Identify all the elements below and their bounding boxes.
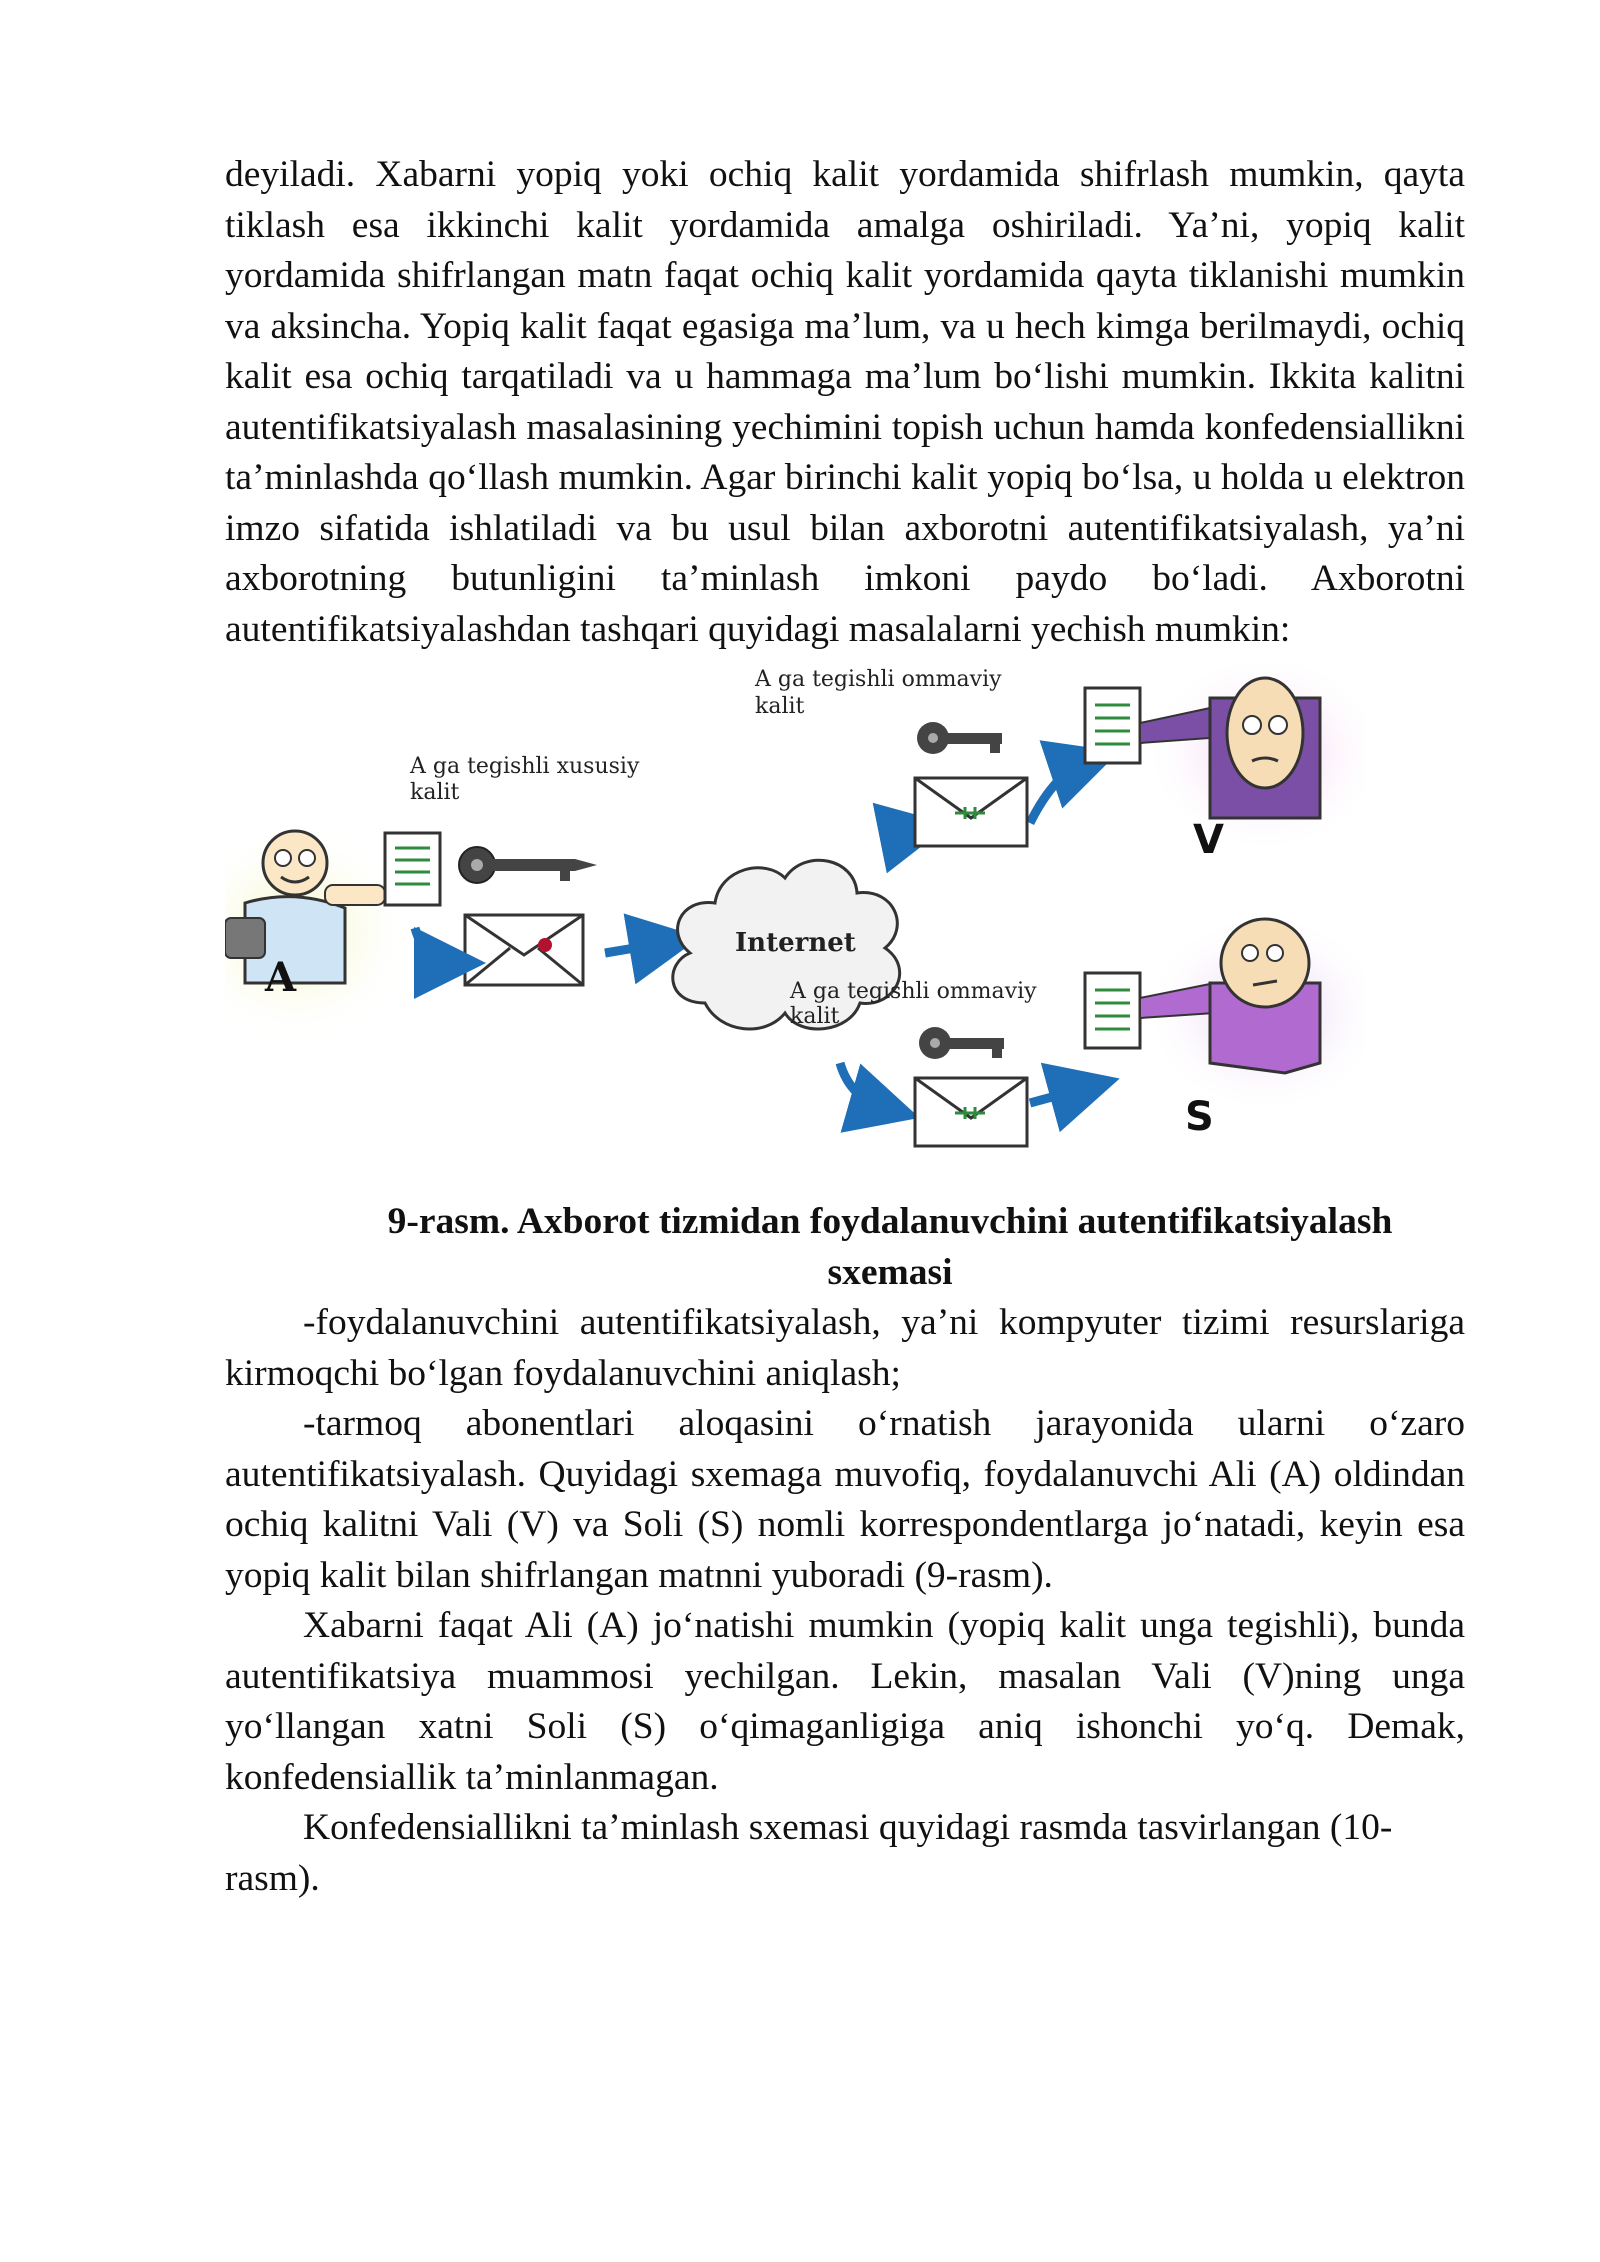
public-key-bottom-label-line1: A ga tegishli ommaviy bbox=[790, 979, 1037, 1004]
figure-authentication-scheme bbox=[225, 663, 1365, 1203]
arrow-icon bbox=[605, 943, 665, 953]
list-item-mutual-authentication: -tarmoq abonentlari aloqasini o‘rnatish jarayonida ularni o‘zaro autentifikatsiyalash. Quyidagi sxemaga muvofiq, foydalanuvchi Ali (A) oldindan ochiq kalitni Vali (V) va Soli (S) nomli korrespondentlarga jo‘natadi, keyin esa yopiq kalit bilan shifrlangan matnni yuboradi (9-rasm). bbox=[225, 1403, 1465, 1596]
scheme-illustration bbox=[225, 663, 1365, 1203]
public-key-top-label-line2: kalit bbox=[755, 694, 805, 719]
caption-line-1: 9-rasm. Axborot tizmidan foydalanuvchini autentifikatsiyalash bbox=[387, 1201, 1393, 1242]
receiver-v-label: V bbox=[1193, 817, 1224, 863]
document-icon bbox=[385, 833, 440, 905]
receiver-s-figure bbox=[1085, 913, 1365, 1113]
public-key-icon bbox=[917, 722, 1002, 754]
paragraph-confidentiality-scheme: Konfedensiallikni ta’minlash sxemasi quyidagi rasmda tasvirlangan (10-rasm). bbox=[225, 1807, 1393, 1899]
caption-line-2: sxemasi bbox=[827, 1251, 953, 1293]
arrow-icon bbox=[415, 928, 450, 963]
sender-a-label: A bbox=[265, 954, 297, 1001]
arrow-icon bbox=[880, 831, 915, 838]
receiver-v-figure bbox=[1085, 663, 1365, 853]
envelope-icon bbox=[915, 778, 1027, 846]
private-key-label-line2: kalit bbox=[410, 780, 460, 805]
private-key-label-line1: A ga tegishli xususiy bbox=[410, 754, 640, 779]
private-key-icon bbox=[459, 847, 597, 883]
arrow-icon bbox=[840, 1063, 885, 1108]
internet-label: Internet bbox=[735, 928, 856, 958]
arrow-icon bbox=[1030, 1088, 1085, 1103]
page-content bbox=[225, 150, 1465, 1904]
arrow-icon bbox=[1030, 763, 1085, 823]
paragraph-confidentiality-problem: Xabarni faqat Ali (A) jo‘natishi mumkin (yopiq kalit unga tegishli), bunda autentifikatsiya muammosi yechilgan. Lekin, masalan Vali (V)ning unga yo‘llangan xatni Soli (S) o‘qimaganligiga aniq ishonchi yo‘q. Demak, konfedensiallik ta’minlanmagan. bbox=[225, 1605, 1465, 1798]
public-key-icon bbox=[919, 1027, 1004, 1059]
public-key-top-label-line1: A ga tegishli ommaviy bbox=[755, 667, 1002, 692]
list-item-user-authentication: -foydalanuvchini autentifikatsiyalash, ya’ni kompyuter tizimi resurslariga kirmoqchi bo‘lgan foydalanuvchini aniqlash; bbox=[225, 1302, 1465, 1394]
receiver-s-label: S bbox=[1185, 1094, 1214, 1140]
envelope-icon bbox=[465, 915, 583, 985]
public-key-bottom-label-line2: kalit bbox=[790, 1004, 840, 1029]
figure-caption bbox=[225, 1197, 1465, 1298]
paragraph-intro: deyiladi. Xabarni yopiq yoki ochiq kalit yordamida shifrlash mumkin, qayta tiklash esa ikkinchi kalit yordamida amalga oshiriladi. Ya’ni, yopiq kalit yordamida shifrlangan matn faqat ochiq kalit yordamida qayta tiklanishi mumkin va aksincha. Yopiq kalit faqat egasiga ma’lum, va u hech kimga berilmaydi, ochiq kalit esa ochiq tarqatiladi va u hammaga ma’lum bo‘lishi mumkin. Ikkita kalitni autentifikatsiyalash masalasining yechimini topish uchun hamda konfedensiallikni ta’minlashda qo‘llash mumkin. Agar birinchi kalit yopiq bo‘lsa, u holda u elektron imzo sifatida ishlatiladi va bu usul bilan axborotni autentifikatsiyalash, ya’ni axborotning butunligini ta’minlash imkoni paydo bo‘ladi. Axborotni autentifikatsiyalashdan tashqari quyidagi masalalarni yechish mumkin: bbox=[225, 154, 1465, 650]
envelope-icon bbox=[915, 1078, 1027, 1146]
